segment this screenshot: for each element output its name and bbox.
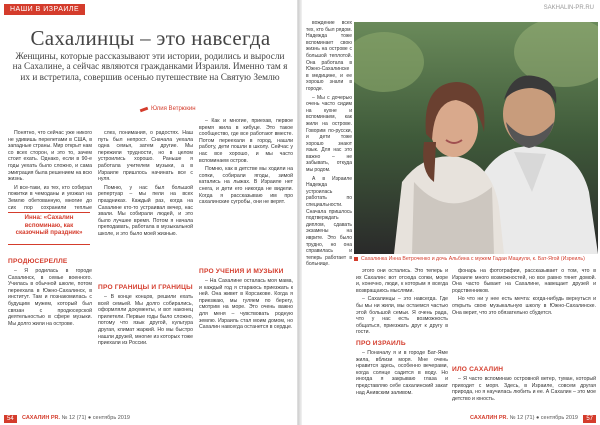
paragraph: Понятно, что сейчас уже никого не удивишь перелетами в США, в западные страны. Мир открыт нам со всех сторон, и это то, зачем стоит ехать. Однако, если в 90-е годы уехать было сложно, и сама эмиграция была решением на всю жизнь. [8, 130, 92, 183]
text-column-right-b [356, 268, 448, 338]
subhead-no-borders: ПРО ГРАНИЦЫ И ГРАНИЦЫ [98, 284, 193, 291]
text-column-left-b2 [98, 294, 193, 408]
issue-info: № 12 (71) ● сентябрь 2019 [509, 415, 578, 421]
page-number-left: 54 [4, 415, 17, 423]
paragraph: – В конце концов, решили ехать всей семьей. Мы долго собирались, оформляли документы, и вот наконец прилетели. Первые годы было сложно, потому что язык другой, культура другая, климат жаркий. Но мы быстро нашли друзей, многие из которых тоже приехали из России. [98, 294, 193, 347]
footer-left [22, 415, 130, 421]
subhead-music: ПРО УЧЕНИЯ И МУЗЫКИ [199, 268, 284, 275]
subhead-producer: ПРОДЮСЕРЕЛЛЕ [8, 258, 68, 265]
caption-marker-icon [354, 257, 358, 261]
paragraph: – На Сахалине осталась моя мама, и каждый год я стараюсь приезжать к ней. Она живет в Корсакове. Когда я приезжаю, мы гуляем по берегу, смотрим на море. Это очень важно для меня – чувствовать родную землю. Израиль стал моим домом, но Сахалин навсегда останется в сердце. [199, 278, 293, 331]
issue-info: № 12 (71) ● сентябрь 2019 [61, 415, 130, 421]
paragraph: И все-таки, из тех, кто собирал пожитки в чемоданы и уезжал на Землю обетованную, многие до сих пор сохранили теплые [8, 184, 92, 211]
site-url: SAKHALIN-PR.RU [543, 5, 594, 11]
page-number-right: 57 [583, 415, 596, 423]
paragraph: Помню, как в детстве мы ходили на сопки, собирали ягоды, зимой катались на лыжах. В Израиле нет снега, и дети его никогда не видели. Когда я рассказываю им про сахалинские сугробы, они не верят. [199, 166, 293, 206]
left-page [0, 0, 298, 425]
pen-icon [140, 106, 149, 112]
text-column-left-b [98, 130, 193, 280]
section-tag: НАШИ В ИЗРАИЛЕ [4, 4, 85, 15]
paragraph: слез, понимания, о радостях. Наш путь был непрост. Сначала уехала одна семья, затем другие. Мы пережили трудности, но в целом устроились хорошо. Раньше я работала учителем музыки, а в Израиле пришлось начинать все с нуля. [98, 130, 193, 183]
text-column-right-b2 [356, 350, 448, 408]
byline [140, 106, 196, 112]
paragraph: этого они остались. Это теперь и их Сахалин: вот отсюда сопки, море и, конечно, люди, к которым я всегда возвращаюсь мыслями. [356, 268, 448, 294]
footer-right [470, 415, 578, 421]
paragraph: вождение всех тех, кто был рядом. Надежда тоже вспоминает свою жизнь на острове с большой теплотой. Она работала в Южно-Сахалинске в медицине, и ее хорошо знали в городе. [306, 20, 352, 92]
magazine-name: САХАЛИН PR. [470, 415, 509, 421]
article-title: Сахалинцы – это навсегда [30, 26, 271, 50]
paragraph: – Как и многие, приехав, первое время жила в кибуце. Это такое сообщество, где все работают вместе. Потом переехали в город, нашли работу, дети пошли в школу. Сейчас у нас все хорошо, и мы часто вспоминаем остров. [199, 118, 293, 164]
subhead-sakhalin: ИЛО САХАЛИН [452, 366, 504, 373]
article-photo [354, 22, 598, 254]
paragraph: фонарь на фотографии, рассказывает о том, что в Израиле много возможностей, но все равно тянет домой. Она часто бывает на Сахалине, навещает друзей и родственников. [452, 268, 596, 294]
text-column-right-c2 [452, 376, 596, 408]
paragraph: – Я родилась в городе Сахалинск, в семье военного. Училась в обычной школе, потом переехала в Южно-Сахалинск, в институт. Там и познакомилась с будущим мужем, который был связан с продюсерской деятельностью в сфере музыки. Мы долго жили на острове. [8, 268, 92, 327]
paragraph: – Сахалинцы – это навсегда. Где бы мы ни жили, мы остаемся частью этой большой семьи. Я очень рада, что у нас есть возможность общаться, приезжать друг к другу в гости. [356, 296, 448, 336]
photo-image [354, 22, 598, 254]
text-column-right-a [306, 20, 352, 408]
paragraph: А в Израиле Надежда устроилась работать по специальности. Сначала пришлось подтверждать диплом, сдавать экзамены на иврите. Это было трудно, но она справилась и теперь работает в больнице. [306, 175, 352, 268]
paragraph: – Мы с дочерью очень часто сидим на кухне и вспоминаем, как жили на острове. Говорим по-русски, и дети тоже хорошо знают язык. Для нас это важно – не забывать, откуда мы родом. [306, 94, 352, 174]
text-column-right-c [452, 268, 596, 356]
article-subtitle: Женщины, которые рассказывают эти истории, родились и выросли на Сахалине, а сейчас являются гражданками Израиля. Именно там я их и встретила, совершив осенью путешествие на Святую Землю [12, 52, 288, 83]
paragraph: – Поначалу я и в городе Бат-Яме жила, вблизи моря. Мне очень нравится здесь, особенно вечерами, когда солнце садится в воду. Но иногда я закрываю глаза и представляю себе сахалинский закат над Анивским заливом. [356, 350, 448, 396]
author-name: Юлия Ветрюкин [151, 106, 196, 112]
pull-quote-rule-bottom [8, 244, 90, 245]
text-column-left-a [8, 130, 92, 212]
text-column-left-c2 [199, 278, 293, 408]
caption-text: Сахалинка Инна Ветроченко и дочь Альбина с мужем Гадаи Мациули, к. Бат-Ягой (Изреиль) [361, 256, 585, 262]
paragraph: Но что ни у нее есть мечта: когда-нибудь вернуться и открыть свою музыкальную школу в Южно-Сахалинске. Она верит, что это обязательно сбудется. [452, 296, 596, 316]
paragraph: Помню, у нас был большой репертуар – мы пели на всех праздниках. Каждый раз, когда на Сахалине кто-то устраивал вечер, нас звали. Мы собирали людей, и это было лучшее время. Потом я начала преподавать, работала в музыкальной школе, и это было моей жизнью. [98, 184, 193, 237]
text-column-left-a2 [8, 268, 92, 408]
photo-caption [354, 256, 598, 262]
pull-quote: Инна: «Сахалин вспоминаю, как сказочный праздник» [15, 214, 83, 236]
text-column-left-c [199, 118, 293, 262]
subhead-relatives: ПРО ИЗРАИЛЬ [356, 340, 406, 347]
paragraph: – Я часто вспоминаю островной ветер, туман, который приходит с моря. Здесь, в Израиле, совсем другая природа, но я научилась любить и ее. А Сахалин – это мое детство и юность. [452, 376, 596, 402]
pull-quote-rule-top [8, 212, 90, 213]
magazine-name: САХАЛИН PR. [22, 415, 60, 421]
